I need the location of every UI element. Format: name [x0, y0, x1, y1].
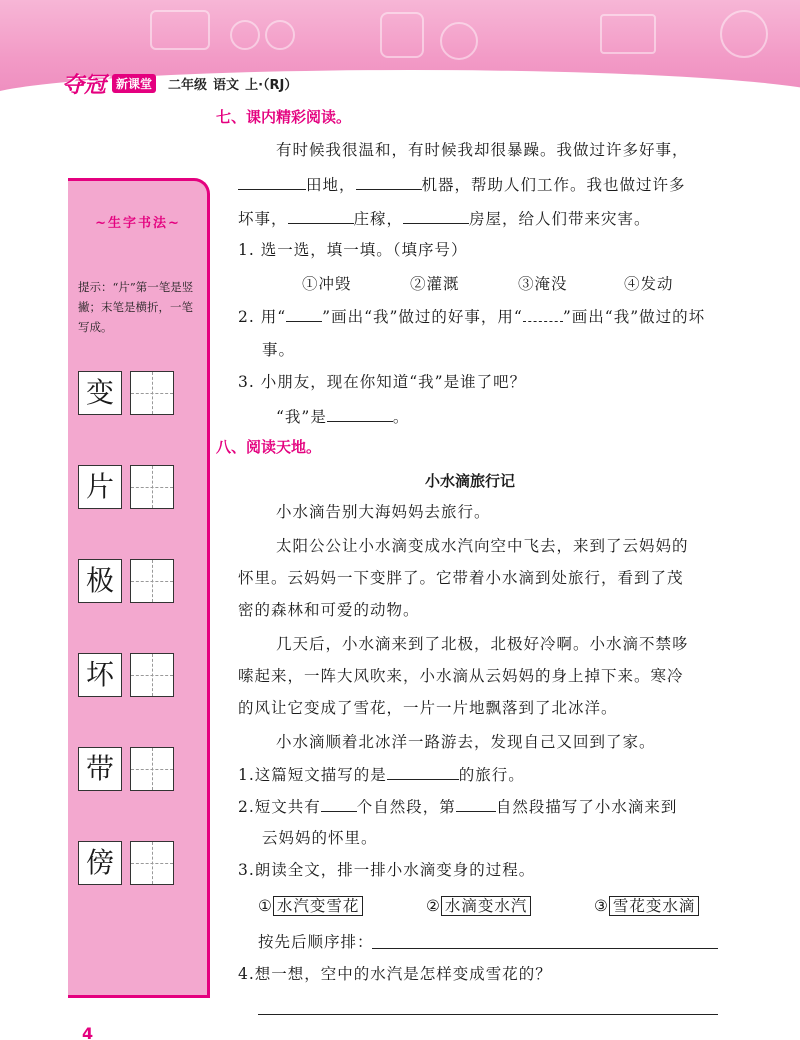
open-book-doodle-icon: [600, 14, 656, 54]
brand-logo: 夺冠: [62, 73, 107, 98]
fill-blank[interactable]: [456, 794, 496, 812]
section-8-title: 八、阅读天地。: [216, 438, 322, 456]
alarm-clock-doodle-icon: [440, 22, 478, 60]
char-sample: 带: [78, 747, 122, 791]
order-option: ① 水汽变雪花: [258, 894, 363, 916]
option: ②灌溉: [410, 275, 460, 293]
char-row: [78, 559, 188, 603]
story-line: 小水滴告别大海妈妈去旅行。: [276, 503, 491, 521]
brand-series: 新课堂: [112, 74, 156, 93]
question-2: 2. 用“ ”画出“我”做过的好事，用“ ”画出“我”做过的坏: [238, 304, 705, 327]
char-row: [78, 465, 188, 509]
story-line: 的风让它变成了雪花，一片一片地飘落到了北冰洋。: [238, 699, 618, 717]
wavy-underline-sample: [523, 308, 563, 322]
story-line: 嗦起来，一阵大风吹来，小水滴从云妈妈的身上掉下来。寒冷: [238, 667, 684, 685]
backpack-doodle-icon: [380, 12, 424, 58]
practice-grid[interactable]: [130, 747, 174, 791]
story-line: 怀里。云妈妈一下变胖了。它带着小水滴到处旅行，看到了茂: [238, 569, 684, 587]
fill-blank[interactable]: [356, 172, 422, 190]
story-line: 小水滴顺着北冰洋一路游去，发现自己又回到了家。: [276, 733, 656, 751]
question-3: 3. 小朋友，现在你知道“我”是谁了吧？: [238, 373, 527, 391]
order-answer-line[interactable]: [372, 948, 718, 949]
sidebar-hint: 提示：“片”第一笔是竖撇；末笔是横折，一笔写成。: [78, 280, 194, 334]
calligraphy-sidebar: [68, 178, 210, 998]
glasses-doodle-icon-2: [265, 20, 295, 50]
passage-line: 有时候我很温和，有时候我却很暴躁。我做过许多好事，: [276, 141, 689, 159]
order-option: ③ 雪花变水滴: [594, 894, 699, 916]
fill-blank[interactable]: [403, 206, 469, 224]
char-row: [78, 653, 188, 697]
reading-question-2: 2.短文共有 个自然段，第 自然段描写了小水滴来到: [238, 794, 677, 817]
fill-blank[interactable]: [321, 794, 357, 812]
fill-blank[interactable]: [288, 206, 354, 224]
reading-question-3: 3.朗读全文，排一排小水滴变身的过程。: [238, 861, 536, 879]
story-title: 小水滴旅行记: [425, 472, 516, 490]
char-row: [78, 747, 188, 791]
option: ③淹没: [518, 275, 568, 293]
practice-grid[interactable]: [130, 371, 174, 415]
fill-blank[interactable]: [327, 404, 393, 422]
book-doodle-icon: [150, 10, 210, 50]
page-header: [0, 0, 800, 98]
fill-blank[interactable]: [238, 172, 306, 190]
char-sample: 片: [78, 465, 122, 509]
sidebar-title: ~ 生字书法 ~: [90, 211, 186, 237]
char-sample: 傍: [78, 841, 122, 885]
brand-subject: 语文: [213, 78, 240, 93]
question-3-answer: “我”是 。: [276, 404, 409, 427]
glasses-doodle-icon: [230, 20, 260, 50]
char-sample: 变: [78, 371, 122, 415]
option: ①冲毁: [302, 275, 352, 293]
brand-bar: [62, 68, 297, 98]
globe-doodle-icon: [720, 10, 768, 58]
reading-question-1: 1.这篇短文描写的是 的旅行。: [238, 762, 525, 785]
story-line: 太阳公公让小水滴变成水汽向空中飞去，来到了云妈妈的: [276, 537, 689, 555]
practice-grid[interactable]: [130, 653, 174, 697]
brand-volume: 上·（RJ）: [245, 78, 298, 93]
practice-grid[interactable]: [130, 559, 174, 603]
page-number: 4: [82, 1024, 94, 1040]
story-line: 几天后，小水滴来到了北极，北极好冷啊。小水滴不禁哆: [276, 635, 689, 653]
straight-underline-sample: [286, 304, 322, 322]
fill-blank[interactable]: [387, 762, 459, 780]
brand-grade: 二年级: [168, 78, 208, 93]
passage-line: 田地， 机器，帮助人们工作。我也做过许多: [238, 172, 686, 195]
practice-grid[interactable]: [130, 465, 174, 509]
q4-answer-line[interactable]: [258, 1014, 718, 1015]
char-row: [78, 371, 188, 415]
order-label: 按先后顺序排：: [258, 933, 374, 951]
order-option: ② 水滴变水汽: [426, 894, 531, 916]
char-sample: 极: [78, 559, 122, 603]
question-2-cont: 事。: [262, 341, 296, 359]
story-line: 密的森林和可爱的动物。: [238, 601, 420, 619]
option: ④发动: [624, 275, 674, 293]
char-sample: 坏: [78, 653, 122, 697]
practice-grid[interactable]: [130, 841, 174, 885]
passage-line: 坏事， 庄稼， 房屋，给人们带来灾害。: [238, 206, 651, 229]
question-1: 1. 选一选，填一填。（填序号）: [238, 241, 468, 259]
reading-question-2-cont: 云妈妈的怀里。: [262, 829, 378, 847]
char-row: [78, 841, 188, 885]
section-7-title: 七、课内精彩阅读。: [216, 108, 352, 126]
reading-question-4: 4.想一想，空中的水汽是怎样变成雪花的？: [238, 965, 552, 983]
